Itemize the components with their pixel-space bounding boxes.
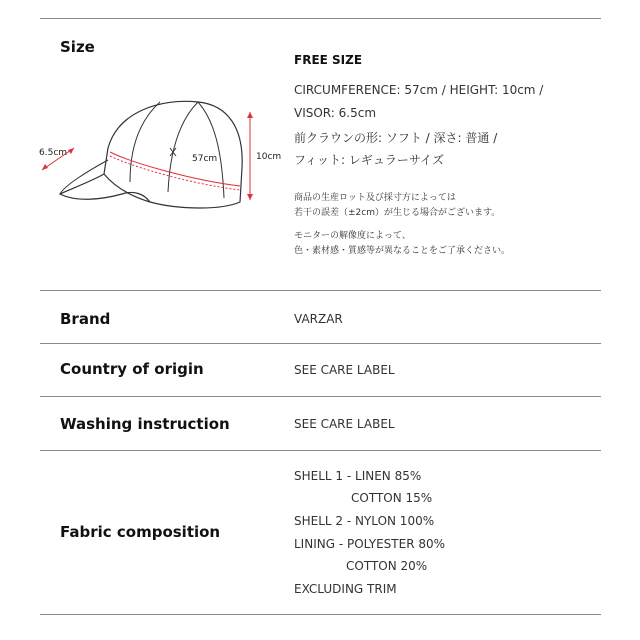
size-note-line: 若干の誤差（±2cm）が生じる場合がございます。 bbox=[294, 208, 501, 218]
fabric-line: SHELL 1 - LINEN 85% bbox=[294, 469, 422, 483]
brand-value: VARZAR bbox=[294, 312, 343, 326]
brand-label: Brand bbox=[60, 310, 111, 328]
size-note-line: 色・素材感・質感等が異なることをご了承ください。 bbox=[294, 246, 511, 256]
fabric-label: Fabric composition bbox=[60, 523, 221, 541]
divider-origin bbox=[40, 396, 601, 397]
size-spec-line: VISOR: 6.5cm bbox=[294, 106, 377, 120]
washing-label: Washing instruction bbox=[60, 415, 230, 433]
divider-brand bbox=[40, 343, 601, 344]
divider-top bbox=[40, 18, 601, 19]
size-note-line: 商品の生産ロット及び採寸方によっては bbox=[294, 193, 456, 203]
size-spec-line: CIRCUMFERENCE: 57cm / HEIGHT: 10cm / bbox=[294, 83, 544, 97]
size-spec-line: フィット: レギュラーサイズ bbox=[294, 153, 444, 167]
size-spec-line: 前クラウンの形: ソフト / 深さ: 普通 / bbox=[294, 131, 498, 145]
size-label: Size bbox=[60, 38, 95, 56]
size-note-line: モニターの解像度によって、 bbox=[294, 231, 411, 241]
visor-measure-label: 6.5cm bbox=[39, 148, 68, 158]
size-heading: FREE SIZE bbox=[294, 53, 363, 67]
circumference-measure-label: 57cm bbox=[192, 154, 218, 164]
origin-label: Country of origin bbox=[60, 360, 204, 378]
fabric-line: COTTON 15% bbox=[351, 491, 433, 505]
fabric-line: COTTON 20% bbox=[346, 559, 428, 573]
fabric-line: EXCLUDING TRIM bbox=[294, 582, 397, 596]
cap-diagram bbox=[30, 90, 270, 230]
fabric-line: SHELL 2 - NYLON 100% bbox=[294, 514, 435, 528]
origin-value: SEE CARE LABEL bbox=[294, 363, 395, 377]
divider-bottom bbox=[40, 614, 601, 615]
washing-value: SEE CARE LABEL bbox=[294, 417, 395, 431]
height-measure-label: 10cm bbox=[256, 152, 282, 162]
fabric-line: LINING - POLYESTER 80% bbox=[294, 537, 446, 551]
divider-size bbox=[40, 290, 601, 291]
divider-washing bbox=[40, 450, 601, 451]
